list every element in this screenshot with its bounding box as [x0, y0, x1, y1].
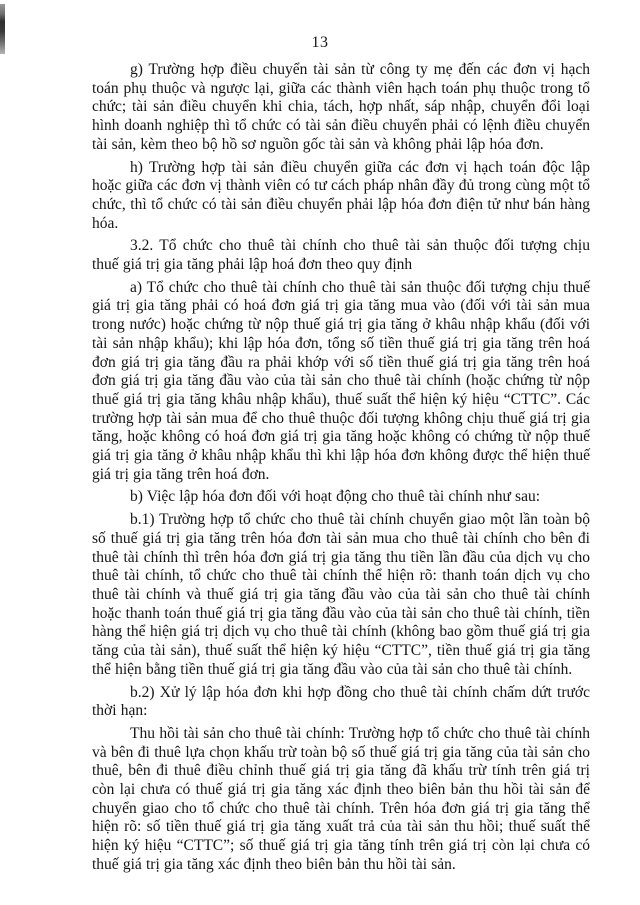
paragraph-h: h) Trường hợp tài sản điều chuyển giữa các đơn vị hạch toán độc lập hoặc giữa các đơn vị thành viên có tư cách pháp nhân đầy đủ trong cùng một tổ chức, thì tổ chức có tài sản điều chuyển phải lập hóa đơn điện tử như bán hàng hóa. [92, 158, 590, 232]
paragraph-b2: b.2) Xử lý lập hóa đơn khi hợp đồng cho thuê tài chính chấm dứt trước thời hạn: [92, 683, 590, 720]
paragraph-thu-hoi: Thu hồi tài sản cho thuê tài chính: Trường hợp tổ chức cho thuê tài chính và bên đi thuê lựa chọn khấu trừ toàn bộ số thuế giá trị gia tăng của tài sản cho thuê, bên đi thuê điều chỉnh thuế giá trị gia tăng đã khấu trừ tính trên giá trị còn lại chưa có thuế giá trị gia tăng xác định theo biên bản thu hồi tài sản để chuyển giao cho tổ chức cho thuê tài chính. Trên hóa đơn giá trị gia tăng thể hiện rõ: số tiền thuế giá trị gia tăng xuất trả của tài sản thu hồi; thuế suất thể hiện ký hiệu “CTTC”; số thuế giá trị gia tăng tính trên giá trị còn lại chưa có thuế giá trị gia tăng xác định theo biên bản thu hồi tài sản. [92, 724, 590, 873]
section-heading-3-2: 3.2. Tổ chức cho thuê tài chính cho thuê tài sản thuộc đối tượng chịu thuế giá trị gia tăng phải lập hoá đơn theo quy định [92, 237, 590, 274]
paragraph-b: b) Việc lập hóa đơn đối với hoạt động cho thuê tài chính như sau: [130, 488, 541, 506]
page-number: 13 [311, 34, 329, 51]
paragraph-a: a) Tổ chức cho thuê tài chính cho thuê tài sản thuộc đối tượng chịu thuế giá trị gia tăng phải có hoá đơn giá trị gia tăng mua vào (đối với tài sản mua trong nước) hoặc chứng từ nộp thuế giá trị gia tăng ở khâu nhập khẩu (đối với tài sản nhập khẩu); khi lập hóa đơn, tổng số tiền thuế giá trị gia tăng trên hoá đơn giá trị gia tăng đầu ra phải khớp với số tiền thuế giá trị gia tăng trên hoá đơn giá trị gia tăng đầu vào của tài sản cho thuê tài chính (hoặc chứng từ nộp thuế giá trị gia tăng khâu nhập khẩu), thuế suất thể hiện ký hiệu “CTTC”. Các trường hợp tài sản mua để cho thuê thuộc đối tượng không chịu thuế giá trị gia tăng, hoặc không có hoá đơn giá trị gia tăng hoặc không có chứng từ nộp thuế giá trị gia tăng ở khâu nhập khẩu thì khi lập hóa đơn không được thể hiện thuế giá trị gia tăng trên hoá đơn. [92, 278, 590, 483]
paragraph-b1: b.1) Trường hợp tổ chức cho thuê tài chính chuyển giao một lần toàn bộ số thuế giá trị gia tăng trên hóa đơn tài sản mua cho thuê tài chính cho bên đi thuê tài chính thì trên hóa đơn giá trị gia tăng thu tiền lần đầu của dịch vụ cho thuê tài chính, tổ chức cho thuê tài chính thể hiện rõ: thanh toán dịch vụ cho thuê tài chính và thuế giá trị gia tăng đầu vào của tài sản cho thuê tài chính hoặc thanh toán thuế giá trị gia tăng đầu vào của tài sản cho thuê tài chính, tiền hàng thể hiện giá trị dịch vụ cho thuê tài chính (không bao gồm thuế giá trị gia tăng của tài sản), thuế suất thể hiện ký hiệu “CTTC”, tiền thuế giá trị gia tăng thể hiện bằng tiền thuế giá trị gia tăng đầu vào của tài sản cho thuê tài chính. [92, 511, 590, 678]
paragraph-g: g) Trường hợp điều chuyển tài sản từ công ty mẹ đến các đơn vị hạch toán phụ thuộc và ngược lại, giữa các thành viên hạch toán phụ thuộc trong tổ chức; tài sản điều chuyển khi chia, tách, hợp nhất, sáp nhập, chuyển đổi loại hình doanh nghiệp thì tổ chức có tài sản điều chuyển phải có lệnh điều chuyển tài sản, kèm theo bộ hồ sơ nguồn gốc tài sản và không phải lập hóa đơn. [92, 61, 590, 153]
document-body [92, 61, 590, 879]
